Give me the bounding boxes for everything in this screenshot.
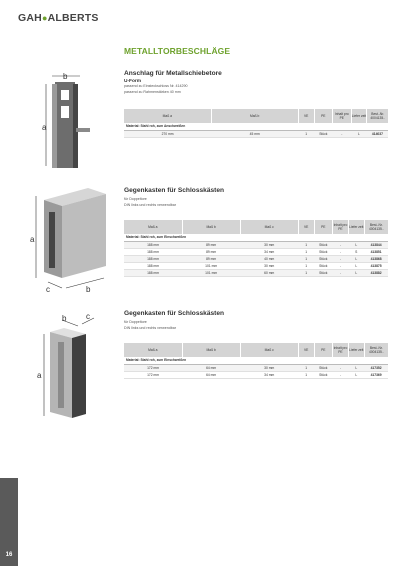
column-header: Maß b — [182, 343, 240, 357]
table-row — [124, 241, 388, 248]
column-header: VE — [298, 220, 314, 234]
table-cell: 188 mm — [124, 241, 182, 248]
table-cell: 172 mm — [124, 371, 182, 378]
column-header: Maß a — [124, 343, 182, 357]
table-cell: L — [348, 371, 364, 378]
table-cell: 30 mm — [240, 241, 298, 248]
column-header: PE — [314, 343, 332, 357]
column-header: PE — [314, 109, 332, 123]
page-number: 16 — [5, 552, 13, 558]
dim-label-b: b — [62, 314, 67, 323]
table-cell: 89 mm — [182, 255, 240, 262]
table-row — [124, 130, 388, 137]
article-number: 413868 — [364, 255, 388, 262]
article-number: 413851 — [364, 248, 388, 255]
material-text: Material: Stahl roh, zum Einschweißen — [124, 234, 388, 241]
table-cell: 1 — [298, 364, 314, 371]
table-cell: 101 mm — [182, 269, 240, 276]
table-cell: 188 mm — [124, 269, 182, 276]
material-text: Material: Stahl roh, zum Anschweißen — [124, 123, 388, 130]
dim-label-c: c — [86, 312, 90, 321]
table-cell: - — [333, 255, 349, 262]
product-strike-box-large — [124, 187, 388, 277]
product-desc-line: passend zu Rahmenstärken 40 mm — [124, 89, 181, 94]
column-header: Maß b — [211, 109, 298, 123]
table-cell: L — [348, 364, 364, 371]
table-cell: 1 — [298, 248, 314, 255]
table-cell: L — [348, 255, 364, 262]
table-cell: Stück — [314, 371, 332, 378]
table-row — [124, 269, 388, 276]
table-header-row — [124, 343, 388, 357]
table-cell: Stück — [314, 255, 332, 262]
table-cell: 188 mm — [124, 262, 182, 269]
column-header: Best.-Nr. 4004135.. — [364, 220, 388, 234]
article-number: 417352 — [364, 364, 388, 371]
table-cell: 1 — [298, 269, 314, 276]
table-row — [124, 371, 388, 378]
table-cell: 188 mm — [124, 255, 182, 262]
table-row — [124, 248, 388, 255]
material-text: Material: Stahl roh, zum Einschweißen — [124, 357, 388, 364]
product-title: Gegenkasten für Schlosskästen — [124, 310, 225, 317]
table-row — [124, 262, 388, 269]
dim-label-b: b — [63, 72, 68, 81]
material-row — [124, 123, 388, 130]
dim-label-c: c — [46, 285, 50, 294]
product-title: Anschlag für Metallschiebetore — [124, 70, 222, 77]
table-cell: 1 — [298, 241, 314, 248]
table-header-row — [124, 109, 388, 123]
product-u-stop — [124, 70, 388, 138]
dim-label-b: b — [86, 285, 91, 294]
column-header: Liefer zeit — [348, 343, 364, 357]
column-header: Maß b — [182, 220, 240, 234]
brand-dot-icon: ● — [41, 13, 48, 23]
table-cell: Stück — [314, 262, 332, 269]
column-header: PE — [314, 220, 332, 234]
article-table — [124, 343, 388, 379]
table-cell: - — [333, 130, 351, 137]
table-cell: 30 mm — [240, 262, 298, 269]
column-header: VE — [298, 109, 314, 123]
table-cell: Stück — [314, 248, 332, 255]
table-cell: 45 mm — [211, 130, 298, 137]
brand-logo — [18, 12, 99, 24]
table-cell: Stück — [314, 269, 332, 276]
page-tab — [0, 478, 18, 566]
article-table — [124, 109, 388, 138]
table-header-row — [124, 220, 388, 234]
product-subtitle: U-Form — [124, 79, 142, 84]
table-cell: 34 mm — [240, 248, 298, 255]
table-cell: Stück — [314, 241, 332, 248]
dim-label-a: a — [30, 235, 35, 244]
column-header: Liefer zeit — [348, 220, 364, 234]
table-cell: Stück — [314, 364, 332, 371]
column-header: Liefer zeit — [351, 109, 367, 123]
table-cell: L — [348, 262, 364, 269]
product-desc-line: DIN links und rechts verwendbar — [124, 202, 176, 207]
column-header: Inhalt pro PE — [333, 220, 349, 234]
table-cell: - — [333, 262, 349, 269]
product-title: Gegenkasten für Schlosskästen — [124, 187, 225, 194]
table-cell: L — [348, 241, 364, 248]
table-cell: S — [348, 248, 364, 255]
table-cell: 1 — [298, 262, 314, 269]
column-header: Maß a — [124, 220, 182, 234]
table-cell: 30 mm — [240, 364, 298, 371]
article-table — [124, 220, 388, 277]
table-cell: - — [333, 248, 349, 255]
product-desc-line: passend zu Einsteckschloss Nr. 414290 — [124, 84, 188, 88]
table-cell: L — [351, 130, 367, 137]
article-number: 413882 — [364, 269, 388, 276]
column-header: Best.-Nr. 4004135.. — [367, 109, 388, 123]
table-cell: 101 mm — [182, 262, 240, 269]
table-cell: 188 mm — [124, 248, 182, 255]
table-cell: 89 mm — [182, 241, 240, 248]
product-desc-line: DIN links und rechts verwendbar — [124, 325, 176, 330]
column-header: VE — [298, 343, 314, 357]
column-header: Inhalt pro PE — [333, 343, 349, 357]
article-number: 417369 — [364, 371, 388, 378]
table-cell: 34 mm — [240, 371, 298, 378]
table-cell: 64 mm — [182, 371, 240, 378]
table-cell: 64 mm — [182, 364, 240, 371]
table-cell: 40 mm — [240, 255, 298, 262]
product-image-u-stop — [40, 70, 104, 176]
table-cell: 60 mm — [240, 269, 298, 276]
product-desc-line: für Doppeltore — [124, 197, 147, 201]
table-cell: 89 mm — [182, 248, 240, 255]
table-cell: 270 mm — [124, 130, 211, 137]
table-cell: 1 — [298, 255, 314, 262]
table-cell: - — [333, 241, 349, 248]
material-row — [124, 234, 388, 241]
table-cell: - — [333, 371, 349, 378]
column-header: Maß c — [240, 220, 298, 234]
column-header: Inhalt pro PE — [333, 109, 351, 123]
table-cell: 172 mm — [124, 364, 182, 371]
article-number: 413844 — [364, 241, 388, 248]
product-strike-box-small — [124, 310, 388, 379]
table-row — [124, 255, 388, 262]
section-title: METALLTORBESCHLÄGE — [124, 46, 231, 56]
table-row — [124, 364, 388, 371]
table-cell: - — [333, 269, 349, 276]
table-cell: Stück — [314, 130, 332, 137]
article-number: 414037 — [367, 130, 388, 137]
brand-name-right: ALBERTS — [47, 12, 99, 24]
column-header: Best.-Nr. 4004135.. — [364, 343, 388, 357]
product-image-strike-box-small — [36, 312, 106, 422]
table-cell: 1 — [298, 371, 314, 378]
brand-name-left: GAH — [18, 12, 42, 24]
table-cell: 1 — [298, 130, 314, 137]
table-cell: L — [348, 269, 364, 276]
column-header: Maß a — [124, 109, 211, 123]
product-desc-line: für Doppeltore — [124, 320, 147, 324]
material-row — [124, 357, 388, 364]
product-image-strike-box-large — [26, 182, 116, 294]
table-cell: - — [333, 364, 349, 371]
column-header: Maß c — [240, 343, 298, 357]
dim-label-a: a — [37, 371, 42, 380]
dim-label-a: a — [42, 123, 47, 132]
article-number: 413875 — [364, 262, 388, 269]
